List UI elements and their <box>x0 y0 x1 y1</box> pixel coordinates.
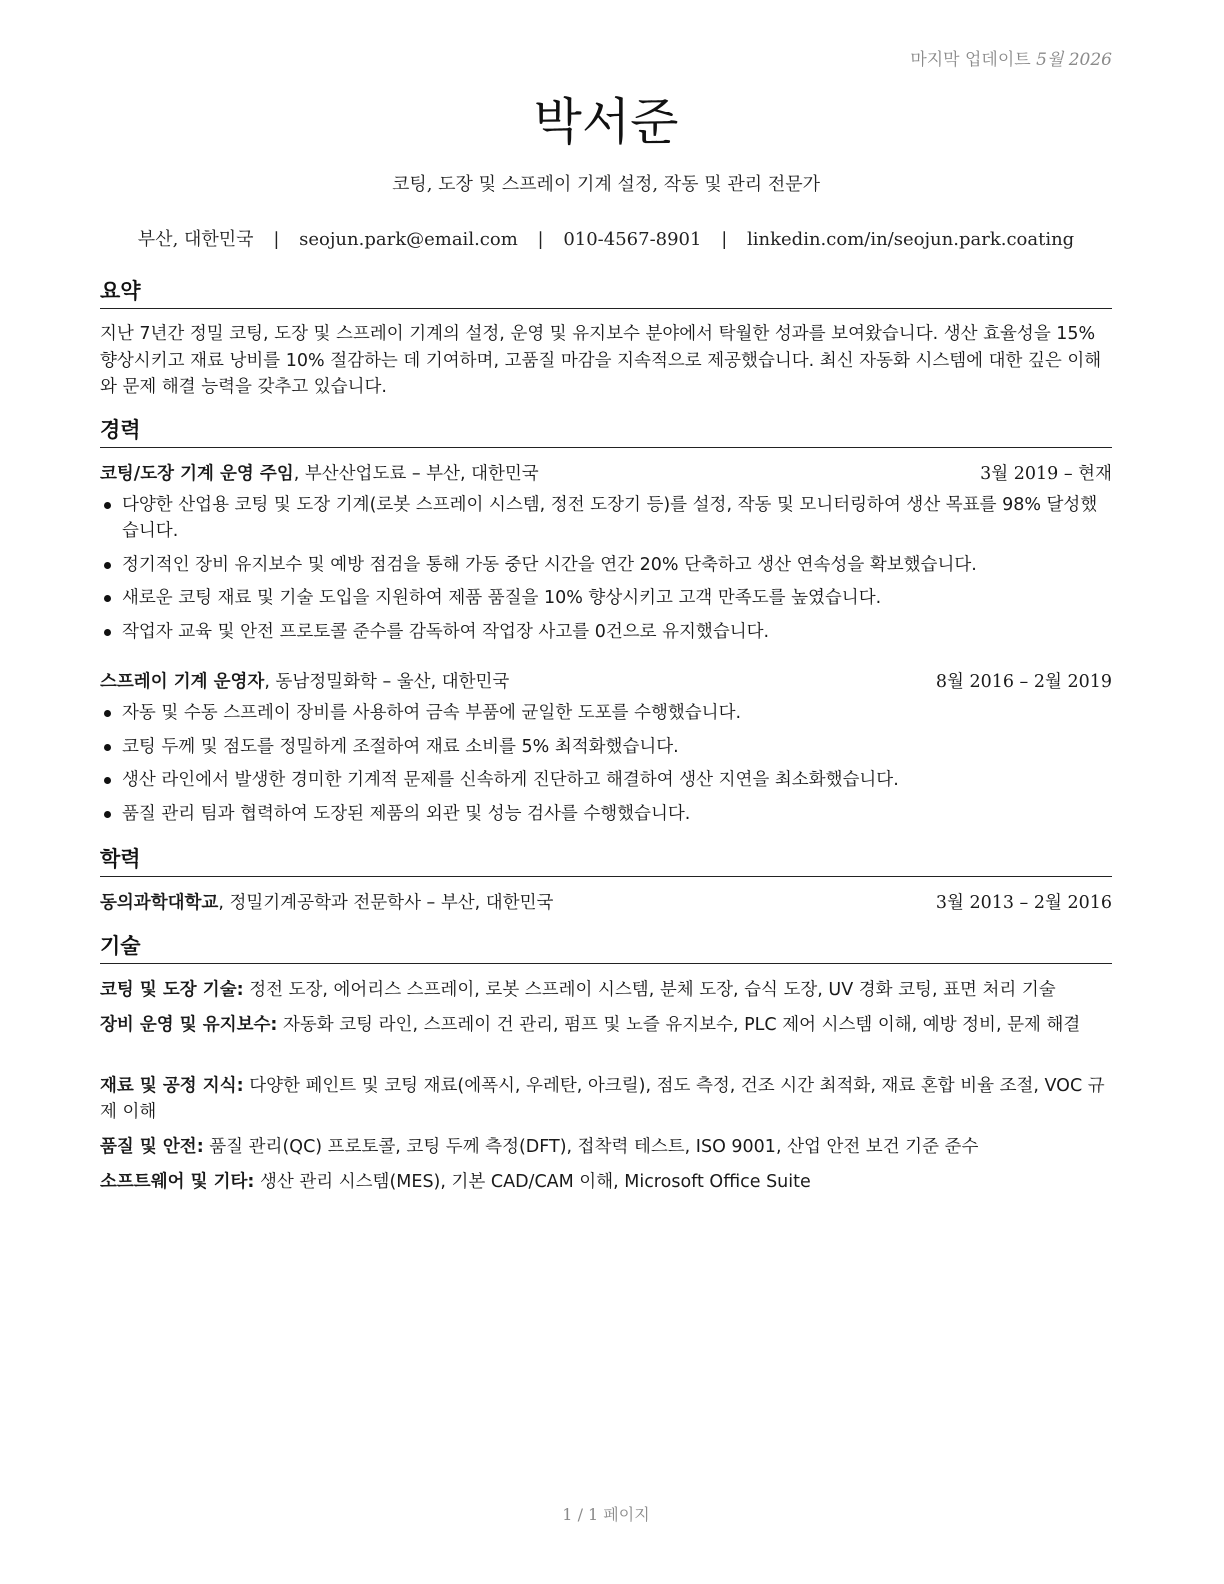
last-updated-label: 마지막 업데이트 <box>910 50 1031 70</box>
job-dates: 3월 2019 – 현재 <box>980 464 1112 484</box>
skill-label: 장비 운영 및 유지보수: <box>100 1015 278 1035</box>
last-updated-date: 5월 2026 <box>1036 50 1112 70</box>
contact-separator: | <box>721 229 728 250</box>
skill-label: 재료 및 공정 지식: <box>100 1076 244 1096</box>
contact-separator: | <box>537 229 544 250</box>
skill-text: 자동화 코팅 라인, 스프레이 건 관리, 펌프 및 노즐 유지보수, PLC 제어 시스템 이해, 예방 정비, 문제 해결 <box>277 1015 1081 1035</box>
job-org: , 동남정밀화학 – 울산, 대한민국 <box>264 672 510 692</box>
summary-text: 지난 7년간 정밀 코팅, 도장 및 스프레이 기계의 설정, 운영 및 유지보수 분야에서 탁월한 성과를 보여왔습니다. 생산 효율성을 15% 향상시키고 재료 낭비를 10% 절감하는 데 기여하며, 고품질 마감을 지속적으로 제공했습니다. 최신 자동화 시스템에 대한 깊은 이해와 문제 해결 능력을 갖추고 있습니다. <box>100 324 1102 397</box>
contact-linkedin[interactable]: linkedin.com/in/seojun.park.coating <box>747 229 1075 250</box>
list-item: 새로운 코팅 재료 및 기술 도입을 지원하여 제품 품질을 10% 향상시키고 고객 만족도를 높였습니다. <box>100 585 1112 611</box>
candidate-name: 박서준 <box>533 93 679 151</box>
skill-text: 생산 관리 시스템(MES), 기본 CAD/CAM 이해, Microsoft Office Suite <box>254 1172 811 1192</box>
contact-separator: | <box>273 229 280 250</box>
job-title: 스프레이 기계 운영자 <box>100 672 265 692</box>
contact-email[interactable]: seojun.park@email.com <box>299 229 518 250</box>
skill-text: 품질 관리(QC) 프로토콜, 코팅 두께 측정(DFT), 접착력 테스트, ISO 9001, 산업 안전 보건 기준 준수 <box>203 1137 979 1157</box>
list-item: 품질 관리 팀과 협력하여 도장된 제품의 외관 및 성능 검사를 수행했습니다. <box>100 801 1112 827</box>
job-title: 코팅/도장 기계 운영 주임 <box>100 464 294 484</box>
education-detail: , 정밀기계공학과 전문학사 – 부산, 대한민국 <box>218 893 554 913</box>
contact-phone: 010-4567-8901 <box>563 229 702 250</box>
job-header <box>100 669 1112 695</box>
contact-line <box>100 225 1112 251</box>
tagline: 코팅, 도장 및 스프레이 기계 설정, 작동 및 관리 전문가 <box>391 174 821 195</box>
skill-text: 다양한 페인트 및 코팅 재료(에폭시, 우레탄, 아크릴), 점도 측정, 건조 시간 최적화, 재료 혼합 비율 조절, VOC 규제 이해 <box>100 1076 1105 1122</box>
school-name: 동의과학대학교 <box>100 893 219 913</box>
contact-location: 부산, 대한민국 <box>137 229 254 250</box>
skill-label: 코팅 및 도장 기술: <box>100 980 244 1000</box>
job-dates: 8월 2016 – 2월 2019 <box>935 672 1112 692</box>
skill-text: 정전 도장, 에어리스 스프레이, 로봇 스프레이 시스템, 분체 도장, 습식 도장, UV 경화 코팅, 표면 처리 기술 <box>243 980 1056 1000</box>
skill-label: 품질 및 안전: <box>100 1137 204 1157</box>
page-number: 1 / 1 페이지 <box>562 1505 650 1524</box>
education-dates: 3월 2013 – 2월 2016 <box>935 893 1112 913</box>
section-title-experience: 경력 <box>100 417 1112 448</box>
job-bullets <box>100 700 1112 834</box>
skill-row <box>100 1169 1112 1195</box>
list-item: 작업자 교육 및 안전 프로토콜 준수를 감독하여 작업장 사고를 0건으로 유지했습니다. <box>100 619 1112 645</box>
section-title-skills: 기술 <box>100 933 1112 964</box>
list-item: 자동 및 수동 스프레이 장비를 사용하여 금속 부품에 균일한 도포를 수행했습니다. <box>100 700 1112 726</box>
skill-row <box>100 1012 1112 1038</box>
list-item: 정기적인 장비 유지보수 및 예방 점검을 통해 가동 중단 시간을 연간 20% 단축하고 생산 연속성을 확보했습니다. <box>100 552 1112 578</box>
section-title-summary: 요약 <box>100 278 1112 309</box>
education-entry <box>100 890 1112 916</box>
skill-row <box>100 1073 1112 1125</box>
job-header <box>100 461 1112 487</box>
list-item: 생산 라인에서 발생한 경미한 기계적 문제를 신속하게 진단하고 해결하여 생산 지연을 최소화했습니다. <box>100 767 1112 793</box>
list-item: 코팅 두께 및 점도를 정밀하게 조절하여 재료 소비를 5% 최적화했습니다. <box>100 734 1112 760</box>
last-updated <box>910 45 1112 70</box>
section-title-education: 학력 <box>100 846 1112 877</box>
resume-page <box>100 0 1112 1584</box>
skill-row <box>100 977 1112 1003</box>
list-item: 다양한 산업용 코팅 및 도장 기계(로봇 스프레이 시스템, 정전 도장기 등)를 설정, 작동 및 모니터링하여 생산 목표를 98% 달성했습니다. <box>100 492 1112 544</box>
job-bullets <box>100 492 1112 652</box>
job-org: , 부산산업도료 – 부산, 대한민국 <box>293 464 539 484</box>
skill-label: 소프트웨어 및 기타: <box>100 1172 255 1192</box>
skill-row <box>100 1134 1112 1160</box>
